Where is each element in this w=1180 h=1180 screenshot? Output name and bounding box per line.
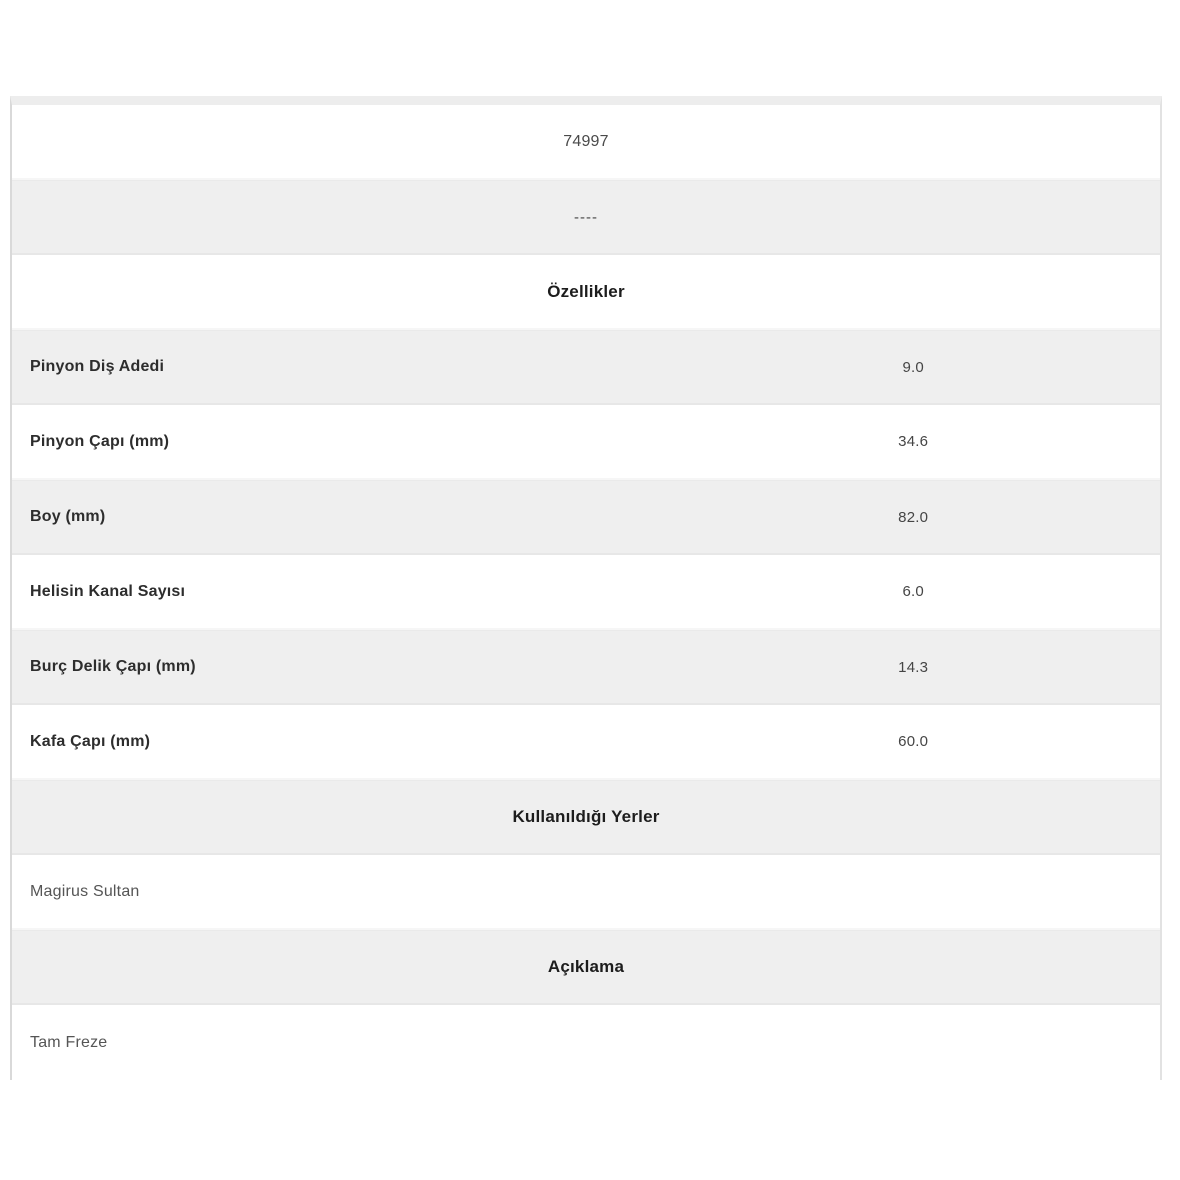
spec-label: Burç Delik Çapı (mm) [30,658,196,675]
product-separator-row [12,180,1160,255]
product-code: 74997 [563,132,609,150]
spec-label: Kafa Çapı (mm) [30,732,151,750]
usage-header-row [12,780,1160,855]
description-header-row [12,930,1160,1005]
spec-row-pinyon-dis-adedi [12,330,1160,405]
product-separator: ---- [574,208,598,226]
spec-row-burc-delik-capi [12,630,1160,705]
product-spec-table [10,96,1162,1080]
description-value: Tam Freze [30,1033,108,1051]
spec-value: 6.0 [902,583,924,600]
spec-value: 14.3 [898,658,929,676]
usage-section-header: Kullanıldığı Yerler [512,807,660,826]
spec-value: 60.0 [898,733,929,750]
spec-value: 9.0 [902,358,924,376]
spec-label: Pinyon Diş Adedi [30,358,165,375]
spec-value: 82.0 [898,508,929,526]
spec-row-helisin-kanal-sayisi [12,555,1160,630]
spec-label: Helisin Kanal Sayısı [30,582,186,600]
spec-row-kafa-capi [12,705,1160,780]
description-section-header: Açıklama [547,957,625,976]
features-section-header: Özellikler [547,281,625,301]
description-value-row [12,1005,1160,1080]
spec-label: Pinyon Çapı (mm) [30,432,170,450]
product-code-row [12,105,1160,180]
spec-value: 34.6 [898,433,929,450]
features-header-row [12,255,1160,330]
spec-row-boy [12,480,1160,555]
usage-value: Magirus Sultan [30,882,140,900]
spec-row-pinyon-capi [12,405,1160,480]
usage-value-row [12,855,1160,930]
spec-label: Boy (mm) [30,508,106,525]
